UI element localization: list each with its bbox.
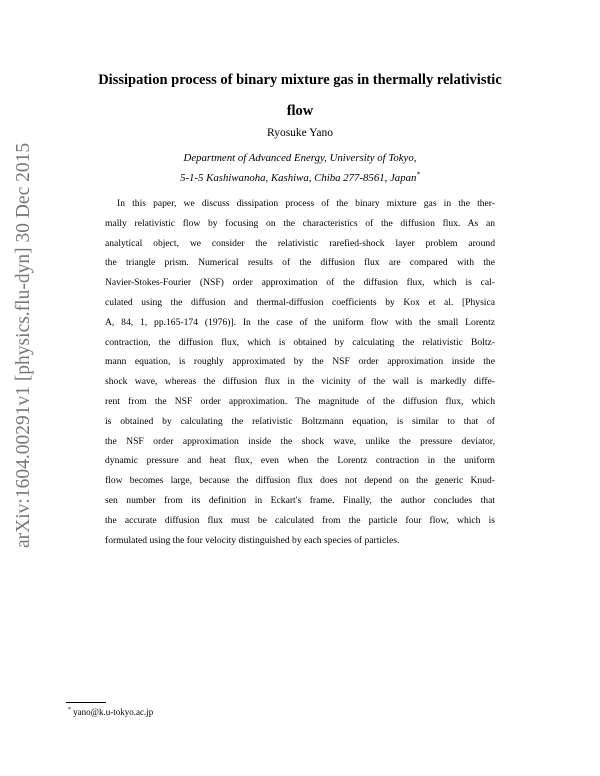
title-line-2: flow [286,103,314,119]
abstract-line: culated using the diffusion and thermal-diffusion coefficients by Kox et al. [Physica [105,296,495,308]
abstract-line: mann equation, is roughly approximated by the NSF order approximation inside the [105,356,495,368]
abstract-line: In this paper, we discuss dissipation process of the binary mixture gas in the ther- [117,198,495,209]
footnote-mark: * [68,707,71,713]
abstract-line: analytical object, we consider the relativistic rarefied-shock layer problem around [105,237,495,249]
abstract-line: formulated using the four velocity distinguished by each species of particles. [105,534,400,546]
affiliation-line-1: Department of Advanced Energy, University of Tokyo, [183,152,417,164]
abstract-line: sen number from its definition in Eckart's frame. Finally, the author concludes that [105,494,495,506]
abstract-line: mally relativistic flow by focusing on the characteristics of the diffusion flux. As an [105,217,495,229]
abstract-line: the triangle prism. Numerical results of the diffusion flux are compared with the [105,257,495,269]
abstract [105,194,495,550]
footnote [68,707,153,717]
abstract-line: flow becomes large, because the diffusion flux does not depend on the generic Knud- [105,475,495,487]
paper-title [60,65,540,127]
affiliation-footnote-mark: * [416,170,420,179]
author-name: Ryosuke Yano [267,127,333,139]
abstract-line: the NSF order approximation inside the shock wave, unlike the pressure deviator, [105,435,495,447]
title-line-1: Dissipation process of binary mixture gas in thermally relativistic [98,72,502,88]
affiliation-line-2 [0,172,600,184]
abstract-line: the accurate diffusion flux must be calculated from the particle four flow, which is [105,514,495,526]
abstract-line: Navier-Stokes-Fourier (NSF) order approximation of the diffusion flux, which is cal- [105,277,495,289]
abstract-line: contraction, the diffusion flux, which is obtained by calculating the relativistic Boltz- [105,336,495,348]
footnote-divider [66,702,106,703]
footnote-email: yano@k.u-tokyo.ac.jp [73,707,154,717]
abstract-line: A, 84, 1, pp.165-174 (1976)]. In the case of the uniform flow with the small Lorentz [105,316,495,328]
affiliation-address: 5-1-5 Kashiwanoha, Kashiwa, Chiba 277-8561, Japan [180,172,417,184]
abstract-line: rent from the NSF order approximation. The magnitude of the diffusion flux, which [105,395,495,407]
abstract-line: shock wave, whereas the diffusion flux in the vicinity of the wall is markedly diffe- [105,376,495,388]
abstract-line: is obtained by calculating the relativistic Boltzmann equation, is similar to that of [105,415,495,427]
abstract-line: dynamic pressure and heat flux, even when the Lorentz contraction in the uniform [105,455,495,467]
